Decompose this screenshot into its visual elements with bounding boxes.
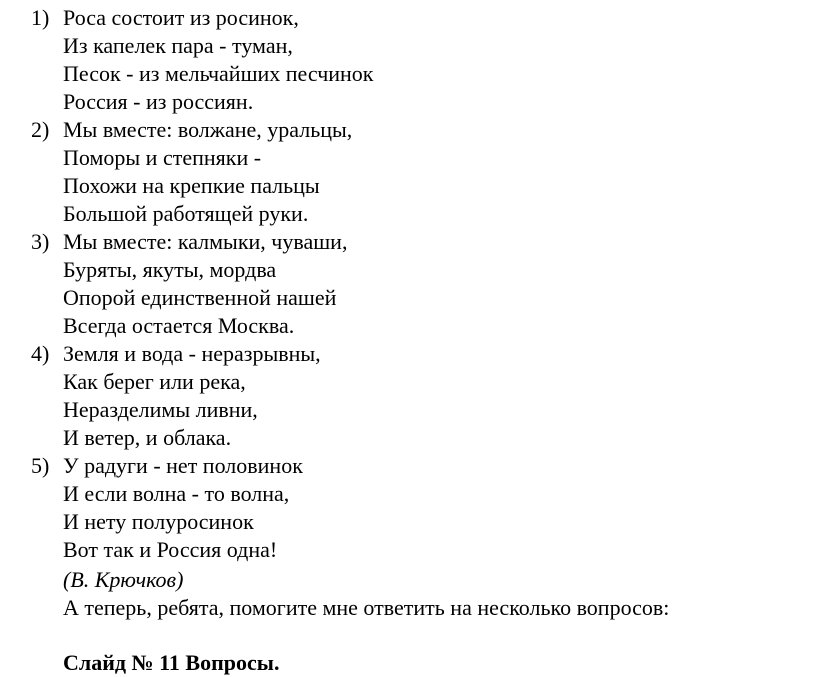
poem-line: У радуги - нет половинок [63,453,303,478]
poem-line: Похожи на крепкие пальцы [63,173,320,198]
poem-line: И если волна - то волна, [63,481,290,506]
poem-line: Из капелек пара - туман, [63,33,293,58]
poem-line: Вот так и Россия одна! [63,537,278,562]
poem-line: Неразделимы ливни, [63,397,258,422]
poem-line: Поморы и степняки - [63,145,262,170]
poem-line: Песок - из мельчайших песчинок [63,61,374,86]
poem-line: Роса состоит из росинок, [63,5,299,30]
poem-line: Большой работящей руки. [63,201,309,226]
poem-line: Как берег или река, [63,369,246,394]
questions-prompt: А теперь, ребята, помогите мне ответить на несколько вопросов: [63,595,670,620]
poem-line: Опорой единственной нашей [63,285,337,310]
poem-line: Мы вместе: волжане, уральцы, [63,117,353,142]
stanza-number: 4) [31,341,50,366]
poem-line: Всегда остается Москва. [63,313,295,338]
stanza-number: 2) [31,117,50,142]
stanza-number: 3) [31,229,50,254]
poem-line: И нету полуросинок [63,509,254,534]
poem-line: Буряты, якуты, мордва [63,257,277,282]
poem-line: И ветер, и облака. [63,425,232,450]
poem-line: Земля и вода - неразрывны, [63,341,321,366]
poem-author: (В. Крючков) [63,567,184,592]
poem-line: Мы вместе: калмыки, чуваши, [63,229,348,254]
stanza-number: 1) [31,5,50,30]
poem-line: Россия - из россиян. [63,89,254,114]
slide-title: Слайд № 11 Вопросы. [63,650,280,675]
stanza-number: 5) [31,453,50,478]
